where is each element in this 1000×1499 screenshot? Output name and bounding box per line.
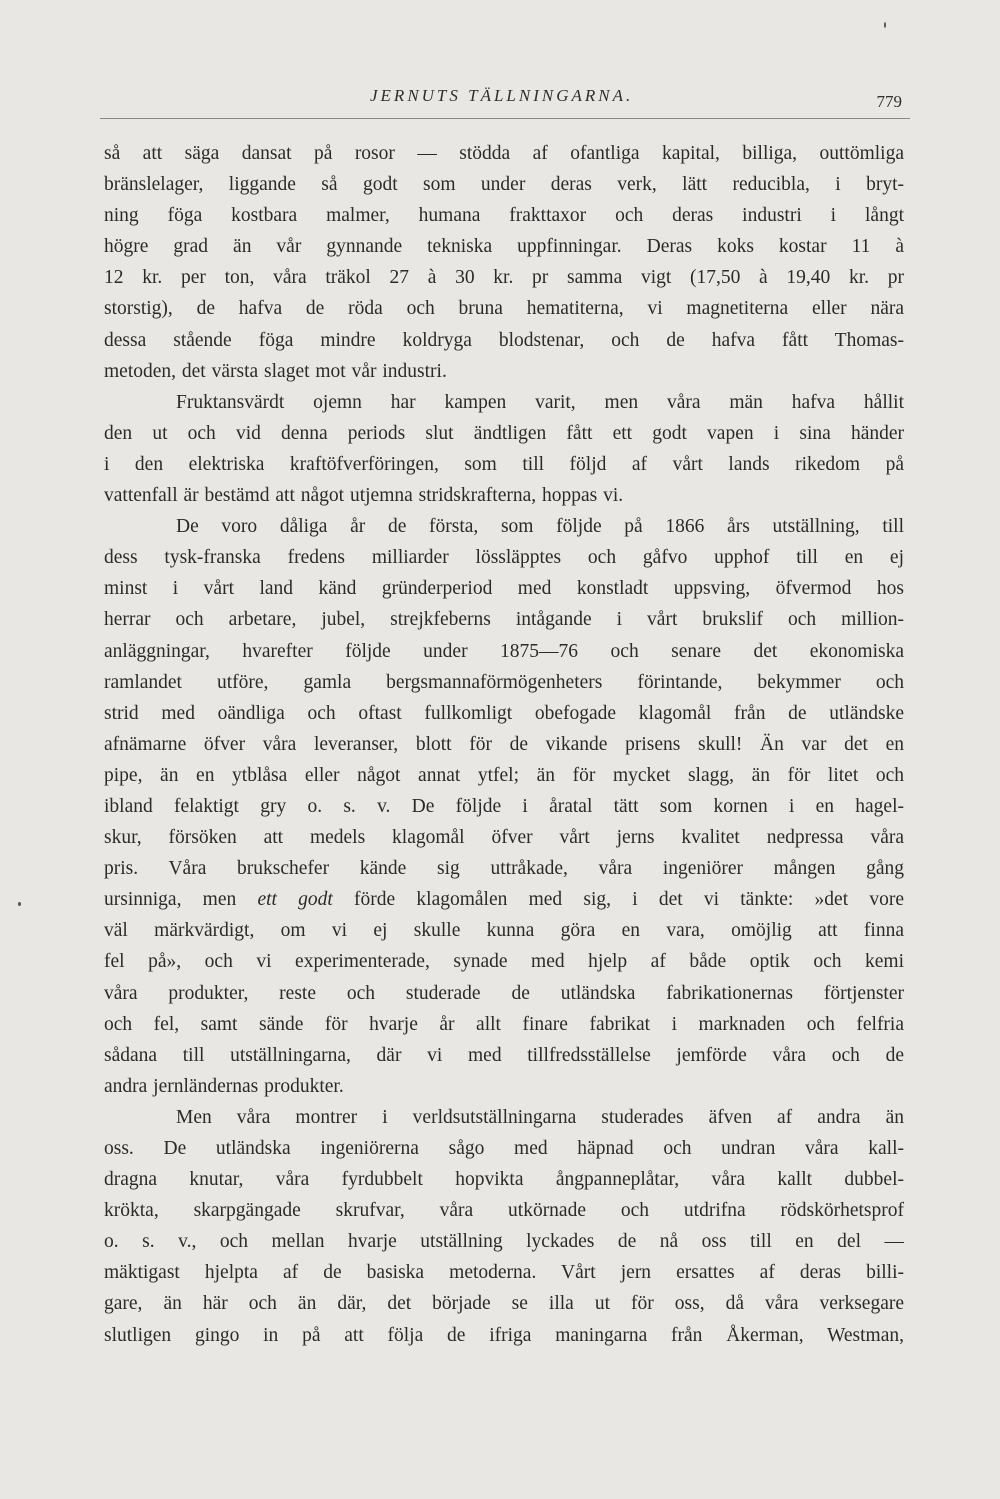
text-line: strid med oändliga och oftast fullkomligt obefogade klagomål från de utländske [104,702,904,724]
text-segment: förde klagomålen med sig, i det vi tänkte: »det vore [332,889,904,911]
text-line: oss. De utländska ingeniörerna sågo med häpnad och undran våra kall- [104,1138,904,1159]
text-line: dragna knutar, våra fyrdubbelt hopvikta ångpanneplåtar, våra kallt dubbel- [104,1169,904,1191]
page-header [100,86,910,116]
text-line: ning föga kostbara malmer, humana frakttaxor och deras industri i långt [104,205,904,227]
text-line: o. s. v., och mellan hvarje utställning lyckades de nå oss till en del — [104,1231,904,1253]
text-line: dessa stående föga mindre koldryga blodstenar, och de hafva fått Thomas- [104,329,904,351]
text-line: Fruktansvärdt ojemn har kampen varit, men våra män hafva hållit [176,391,904,413]
text-line: mäktigast hjelpta af de basiska metoderna. Vårt jern ersattes af deras billi- [104,1262,904,1284]
text-line: afnämarne öfver våra leveranser, blott för de vikande prisens skull! Än var det en [104,733,904,755]
page-number: 779 [876,92,902,111]
text-line: högre grad än vår gynnande tekniska uppfinningar. Deras koks kostar 11 à [104,236,904,258]
text-line: slutligen gingo in på att följa de ifriga maningarna från Åkerman, Westman, [104,1324,904,1346]
text-line: väl märkvärdigt, om vi ej skulle kunna göra en vara, omöjlig att finna [104,920,904,942]
text-line: pipe, än en ytblåsa eller något annat ytfel; än för mycket slagg, än för litet och [104,764,904,786]
body-text [104,138,904,1351]
text-line: i den elektriska kraftöfverföringen, som till följd af vårt lands rikedom på [104,453,904,475]
running-title: JERNUTS TÄLLNINGARNA. [370,86,634,105]
text-line: den ut och vid denna periods slut ändtligen fått ett godt vapen i sina händer [104,422,904,444]
text-line: andra jernländernas produkter. [104,1075,344,1097]
text-line: bränslelager, liggande så godt som under deras verk, lätt reducibla, i bryt- [104,174,904,196]
text-line: minst i vårt land känd gründerperiod med konstladt uppsving, öfvermod hos [104,578,904,600]
text-line: metoden, det värsta slaget mot vår industri. [104,360,447,382]
text-segment: ursinniga, men [104,889,258,911]
text-line: dess tysk-franska fredens milliarder lössläpptes och gåfvo upphof till en ej [104,547,904,569]
paper-speck [884,22,886,28]
text-line: De voro dåliga år de första, som följde på 1866 års utställning, till [176,516,904,538]
text-line: ibland felaktigt gry o. s. v. De följde i åratal tätt som kornen i en hagel- [104,795,904,817]
text-line: krökta, skarpgängade skrufvar, våra utkörnade och utdrifna rödskörhetsprof [104,1200,904,1222]
text-line: gare, än här och än där, det började se illa ut för oss, då våra verksegare [104,1293,904,1315]
text-line: skur, försöken att medels klagomål öfver vårt jerns kvalitet nedpressa våra [104,827,904,849]
text-line: vattenfall är bestämd att något utjemna stridskrafterna, hoppas vi. [104,485,624,507]
text-line: och fel, samt sände för hvarje år allt finare fabrikat i marknaden och felfria [104,1013,904,1035]
text-line [104,884,904,915]
paper-speck [18,902,21,906]
text-line: så att säga dansat på rosor — stödda af ofantliga kapital, billiga, outtömliga [104,143,904,164]
text-line: anläggningar, hvarefter följde under 1875—76 och senare det ekonomiska [104,640,904,662]
text-line: herrar och arbetare, jubel, strejkfeberns intågande i vårt brukslif och million- [104,609,904,631]
italic-emphasis: ett godt [257,889,333,911]
text-line: pris. Våra brukschefer kände sig uttråkade, våra ingeniörer mången gång [104,858,904,880]
text-line: fel på», och vi experimenterade, synade med hjelp af både optik och kemi [104,951,904,973]
text-line: våra produkter, reste och studerade de utländska fabrikationernas förtjenster [104,982,904,1004]
text-line: sådana till utställningarna, där vi med tillfredsställelse jemförde våra och de [104,1044,904,1066]
text-line: Men våra montrer i verldsutställningarna studerades äfven af andra än [176,1106,904,1128]
header-rule [100,118,910,119]
text-line: ramlandet utföre, gamla bergsmannaförmögenheters förintande, bekymmer och [104,671,904,693]
text-line: 12 kr. per ton, våra träkol 27 à 30 kr. pr samma vigt (17,50 à 19,40 kr. pr [104,267,904,289]
text-line: storstig), de hafva de röda och bruna hematiterna, vi magnetiterna eller nära [104,298,904,320]
